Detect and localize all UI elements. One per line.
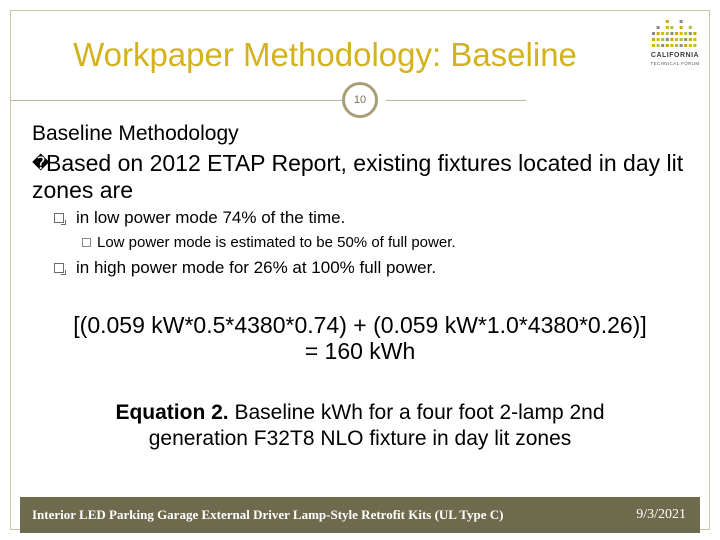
logo-dot <box>666 20 669 23</box>
main-bullet <box>32 150 692 203</box>
logo-dot <box>652 32 655 35</box>
caption-text-line1: Baseline kWh for a four foot 2-lamp 2nd <box>228 401 605 424</box>
logo-dot <box>670 26 673 29</box>
page-number-badge: 10 <box>342 82 378 118</box>
footer-title: Interior LED Parking Garage External Driver Lamp-Style Retrofit Kits (UL Type C) <box>32 507 504 522</box>
logo-dot <box>657 32 660 35</box>
footer-date: 9/3/2021 <box>636 507 686 522</box>
formula-line1: [(0.059 kW*0.5*4380*0.74) + (0.059 kW*1.0*4380*0.26)] <box>73 312 647 338</box>
logo-dot <box>689 26 692 29</box>
logo-dot <box>684 38 687 41</box>
logo-dot <box>661 32 664 35</box>
logo-dot <box>670 38 673 41</box>
logo-dot <box>689 32 692 35</box>
logo-dot <box>680 44 683 47</box>
logo-dot <box>680 32 683 35</box>
checkbox-bullet-icon <box>54 213 64 223</box>
california-technical-forum-logo <box>644 20 706 72</box>
equation-caption <box>0 400 720 452</box>
logo-dot <box>666 44 669 47</box>
logo-dot <box>675 38 678 41</box>
logo-dot-grid-icon <box>652 20 698 50</box>
logo-dot <box>670 32 673 35</box>
logo-dot <box>680 38 683 41</box>
logo-dot <box>684 44 687 47</box>
logo-dot <box>652 38 655 41</box>
logo-dot <box>666 32 669 35</box>
logo-dot <box>657 38 660 41</box>
bullet-glyph: � <box>32 154 50 173</box>
footer-bar <box>20 497 700 533</box>
logo-dot <box>666 26 669 29</box>
logo-dot <box>652 44 655 47</box>
logo-dot <box>693 38 696 41</box>
logo-dot <box>684 32 687 35</box>
sub-bullet-high-power <box>54 258 436 278</box>
logo-dot <box>666 38 669 41</box>
logo-dot <box>693 32 696 35</box>
caption-label: Equation 2. <box>115 401 229 424</box>
sub-bullet-low-power <box>54 208 345 228</box>
header-rule-right <box>386 100 526 101</box>
logo-text <box>644 52 706 68</box>
equation-formula <box>0 312 720 364</box>
main-bullet-text: Based on 2012 ETAP Report, existing fixtures located in day lit zones are <box>32 150 684 203</box>
square-bullet-icon <box>82 238 91 247</box>
logo-line1: CALIFORNIA <box>650 52 700 59</box>
checkbox-bullet-icon <box>54 263 64 273</box>
logo-dot <box>657 26 660 29</box>
logo-dot <box>680 26 683 29</box>
formula-line2: = 160 kWh <box>304 338 416 364</box>
sub-bullet-text: in high power mode for 26% at 100% full power. <box>76 258 437 277</box>
sub-bullet-text: in low power mode 74% of the time. <box>76 208 346 227</box>
section-heading: Baseline Methodology <box>32 122 239 145</box>
logo-dot <box>675 32 678 35</box>
logo-dot <box>689 44 692 47</box>
logo-dot <box>693 44 696 47</box>
logo-dot <box>661 44 664 47</box>
logo-dot <box>670 44 673 47</box>
logo-dot <box>689 38 692 41</box>
logo-dot <box>661 38 664 41</box>
header-rule-left <box>10 100 350 101</box>
logo-line2: TECHNICAL FORUM <box>650 61 700 66</box>
slide-title: Workpaper Methodology: Baseline <box>73 36 577 73</box>
sub-sub-bullet <box>82 234 456 251</box>
logo-dot <box>680 20 683 23</box>
caption-text-line2: generation F32T8 NLO fixture in day lit zones <box>148 427 572 450</box>
sub-sub-bullet-text: Low power mode is estimated to be 50% of full power. <box>97 234 456 251</box>
logo-dot <box>657 44 660 47</box>
logo-dot <box>675 44 678 47</box>
